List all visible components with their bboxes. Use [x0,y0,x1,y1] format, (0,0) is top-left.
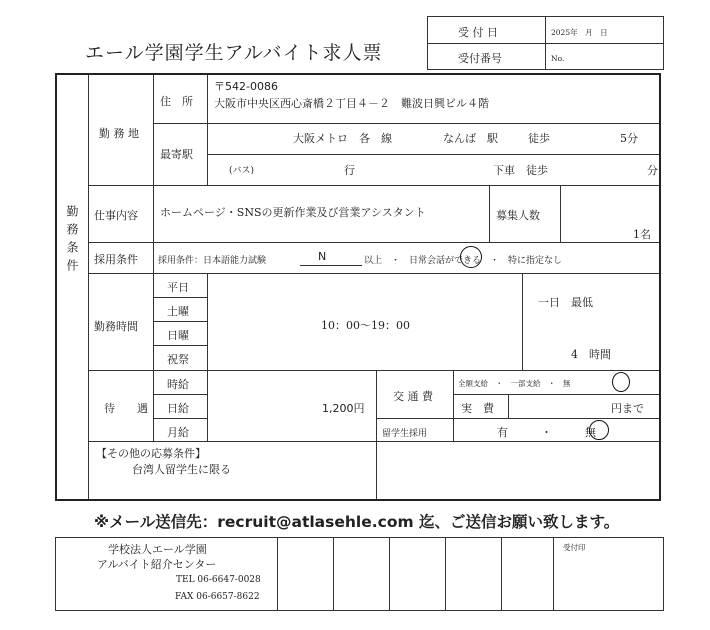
hours-day-weekday: 平日 [167,281,189,294]
bus-destination[interactable]: 行 [344,164,355,177]
received-no-value[interactable]: No. [551,54,565,63]
email-notice: ※メール送信先：recruit@atlasehle.com 迄、ご送信お願い致します。 [94,513,620,531]
other-conditions-label: 【その他の応募条件】 [96,447,206,460]
footer-center-name: アルバイト紹介センター [97,558,217,571]
footer-fax: FAX 06-6657-8622 [175,592,260,602]
hours-time[interactable]: 10：00〜19：00 [321,319,410,332]
hours-minimum-label: 一日 最低 [538,296,593,309]
received-date-value[interactable]: 2025年 月 日 [551,28,608,37]
station-line[interactable]: 大阪メトロ 各 線 [293,132,392,145]
pay-type-hourly: 時給 [167,378,189,391]
conditions-prefix: 採用条件：日本語能力試験 [158,256,267,266]
intl-student-options[interactable]: 有 ・ 無 [497,426,596,439]
pay-type-daily: 日給 [167,402,189,415]
job-label: 仕事内容 [94,209,138,222]
conditions-label: 採用条件 [94,253,138,266]
address-value[interactable]: 大阪市中央区西心斎橋２丁目４－２ 難波日興ビル４階 [214,97,489,110]
recruit-count-value[interactable]: 1名 [633,228,651,241]
walk-minutes-2[interactable]: 分 [647,164,658,177]
location-section-label: 勤 務 地 [99,127,139,140]
recruit-count-label: 募集人数 [496,209,540,222]
form-title: エール学園学生アルバイト求人票 [85,42,383,64]
pay-type-monthly: 月給 [167,426,189,439]
selection-circle [612,372,630,392]
hours-minimum-value[interactable]: 4 時間 [571,348,611,361]
selection-circle [589,420,609,440]
hours-day-sunday: 日曜 [167,329,189,342]
pay-daily-value[interactable]: 1,200円 [322,402,365,415]
side-label-working-conditions: 勤務条件 [65,205,79,277]
station-name[interactable]: なんば 駅 [443,132,498,145]
transport-label: 交 通 費 [393,390,433,403]
bus-label: (バス) [229,166,255,176]
getoff-walk-label: 下車 徒歩 [493,164,548,177]
walk-label-1: 徒歩 [528,132,550,145]
received-date-label: 受 付 日 [458,26,498,39]
station-label: 最寄駅 [160,148,193,161]
footer-org-name: 学校法人エール学園 [108,543,207,556]
hours-day-holiday: 祝祭 [167,353,189,366]
intl-student-label: 留学生採用 [382,429,428,439]
postal-code[interactable]: 〒542-0086 [214,80,278,93]
other-conditions-value[interactable]: 台湾人留学生に限る [132,463,231,476]
walk-minutes-1[interactable]: 5分 [620,132,638,145]
transport-options[interactable]: 全額支給 ・ 一部支給 ・ 無 [458,379,571,388]
transport-actual-label: 実 費 [461,402,494,415]
hours-label: 勤務時間 [94,320,138,333]
pay-label: 待 遇 [104,402,148,415]
hours-day-saturday: 土曜 [167,305,189,318]
job-content[interactable]: ホームページ・SNSの更新作業及び営業アシスタント [160,206,426,219]
stamp-label: 受付印 [563,543,586,552]
selection-circle [460,246,482,268]
footer-tel: TEL 06-6647-0028 [176,575,261,585]
transport-actual-unit[interactable]: 円まで [611,402,644,415]
received-no-label: 受付番号 [458,52,502,65]
address-label: 住 所 [160,95,193,108]
conditions-options[interactable]: 以上 ・ 日常会話ができる ・ 特に指定なし [364,256,563,266]
jlpt-level[interactable]: N [318,250,327,263]
